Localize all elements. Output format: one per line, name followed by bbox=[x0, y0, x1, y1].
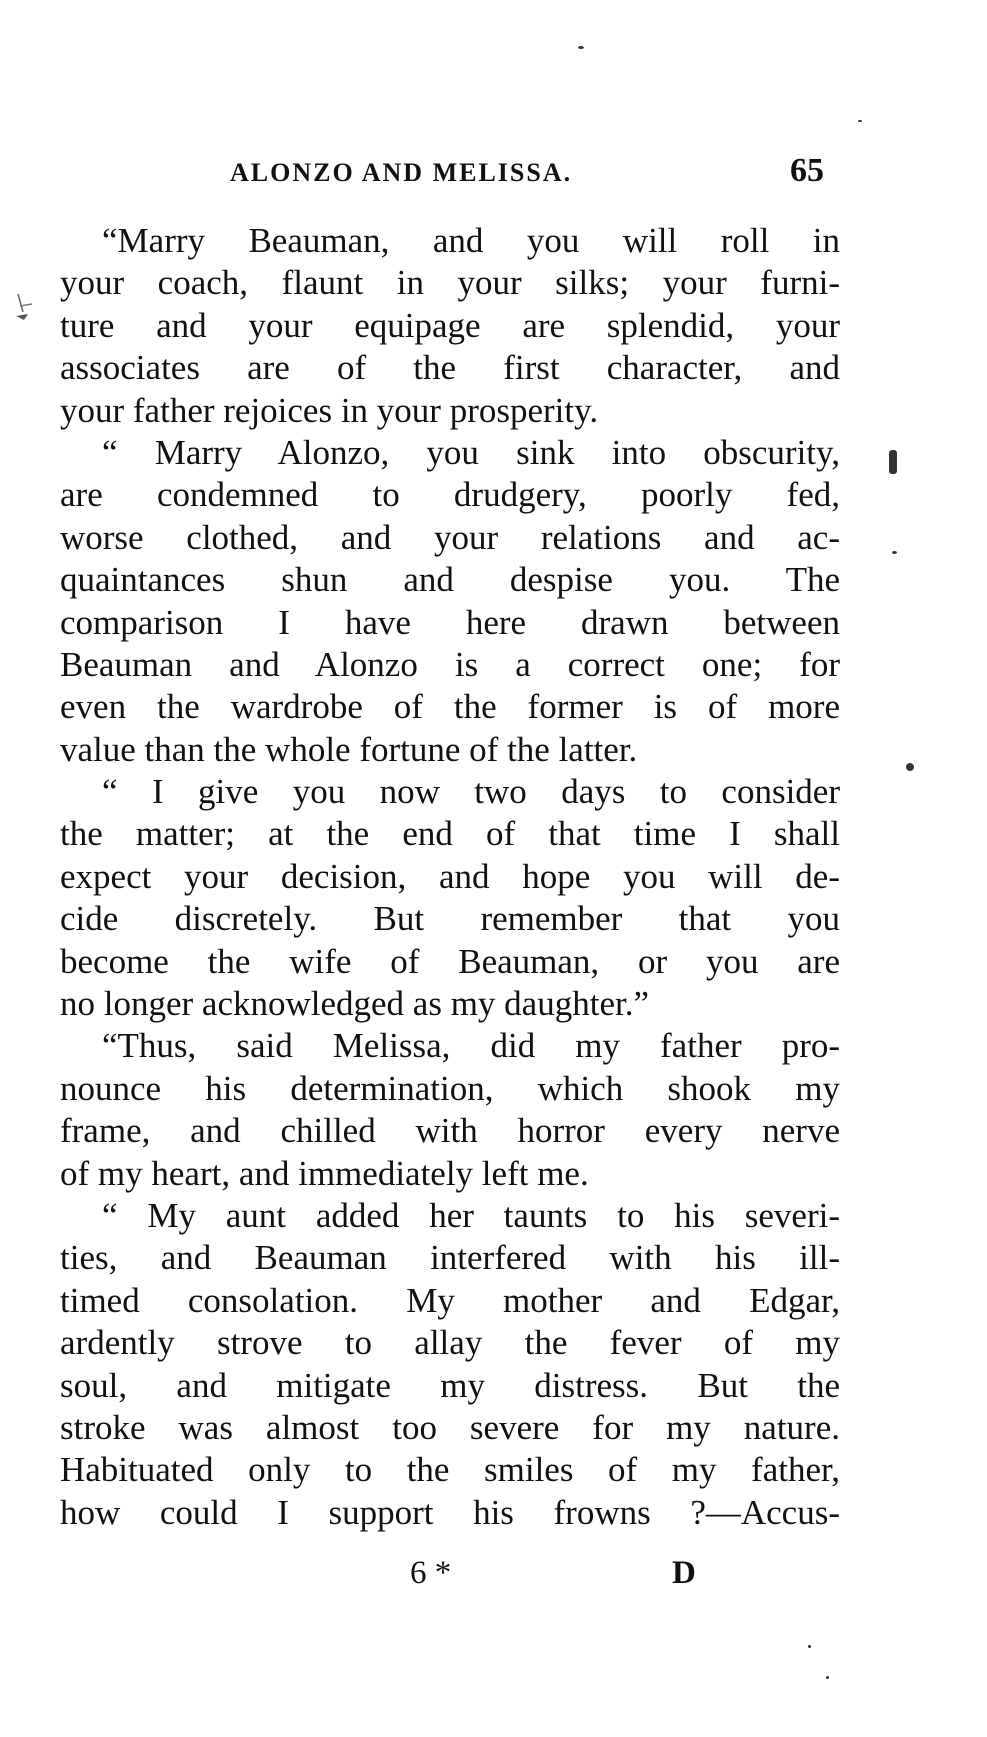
text-line: associates are of the first character, and bbox=[60, 348, 840, 388]
text-line: are condemned to drudgery, poorly fed, bbox=[60, 475, 840, 515]
text-line: worse clothed, and your relations and ac- bbox=[60, 517, 840, 557]
text-line: value than the whole fortune of the latter. bbox=[60, 729, 638, 769]
text-line: “Marry Beauman, and you will roll in bbox=[102, 221, 840, 260]
page-footer bbox=[0, 1555, 987, 1595]
text-line: “Thus, said Melissa, did my father pro- bbox=[102, 1026, 840, 1066]
text-line: frame, and chilled with horror every nerve bbox=[60, 1111, 840, 1151]
text-line: of my heart, and immediately left me. bbox=[60, 1153, 589, 1193]
page-header bbox=[0, 152, 987, 198]
ink-speck bbox=[858, 120, 862, 122]
text-line: expect your decision, and hope you will de- bbox=[60, 856, 840, 896]
text-line: stroke was almost too severe for my nature. bbox=[60, 1407, 840, 1447]
text-line: soul, and mitigate my distress. But the bbox=[60, 1365, 840, 1405]
margin-smudge-icon bbox=[14, 290, 36, 320]
text-line: Beauman and Alonzo is a correct one; for bbox=[60, 644, 840, 684]
text-line: ture and your equipage are splendid, your bbox=[60, 305, 840, 345]
text-line: quaintances shun and despise you. The bbox=[60, 560, 840, 600]
text-line: your coach, flaunt in your silks; your furni- bbox=[60, 263, 840, 303]
ink-speck bbox=[906, 763, 914, 771]
page-number: 65 bbox=[790, 152, 824, 189]
ink-speck bbox=[892, 551, 897, 554]
ink-speck bbox=[578, 46, 584, 49]
text-line: the matter; at the end of that time I shall bbox=[60, 814, 840, 854]
text-line: timed consolation. My mother and Edgar, bbox=[60, 1280, 840, 1320]
ink-speck bbox=[826, 1676, 829, 1679]
text-line: nounce his determination, which shook my bbox=[60, 1068, 840, 1108]
text-line: cide discretely. But remember that you bbox=[60, 899, 840, 939]
gathering-letter: D bbox=[672, 1555, 696, 1591]
text-line: how could I support his frowns ?—Accus- bbox=[60, 1492, 840, 1532]
text-line: your father rejoices in your prosperity. bbox=[60, 390, 599, 430]
text-line: comparison I have here drawn between bbox=[60, 602, 840, 642]
running-title: ALONZO AND MELISSA. bbox=[230, 158, 573, 187]
ink-speck bbox=[808, 1645, 811, 1648]
text-line: no longer acknowledged as my daughter.” bbox=[60, 984, 649, 1024]
text-line: even the wardrobe of the former is of more bbox=[60, 687, 840, 727]
text-line: “ Marry Alonzo, you sink into obscurity, bbox=[102, 432, 840, 472]
signature-mark: 6 * bbox=[410, 1555, 452, 1591]
text-line: Habituated only to the smiles of my father, bbox=[60, 1450, 840, 1490]
ink-speck bbox=[889, 450, 897, 474]
text-line: ardently strove to allay the fever of my bbox=[60, 1323, 840, 1363]
text-line: “ My aunt added her taunts to his severi- bbox=[102, 1195, 840, 1235]
text-line: become the wife of Beauman, or you are bbox=[60, 941, 840, 981]
text-line: “ I give you now two days to consider bbox=[102, 772, 840, 812]
text-line: ties, and Beauman interfered with his ill- bbox=[60, 1238, 840, 1278]
body-text bbox=[60, 220, 840, 1534]
